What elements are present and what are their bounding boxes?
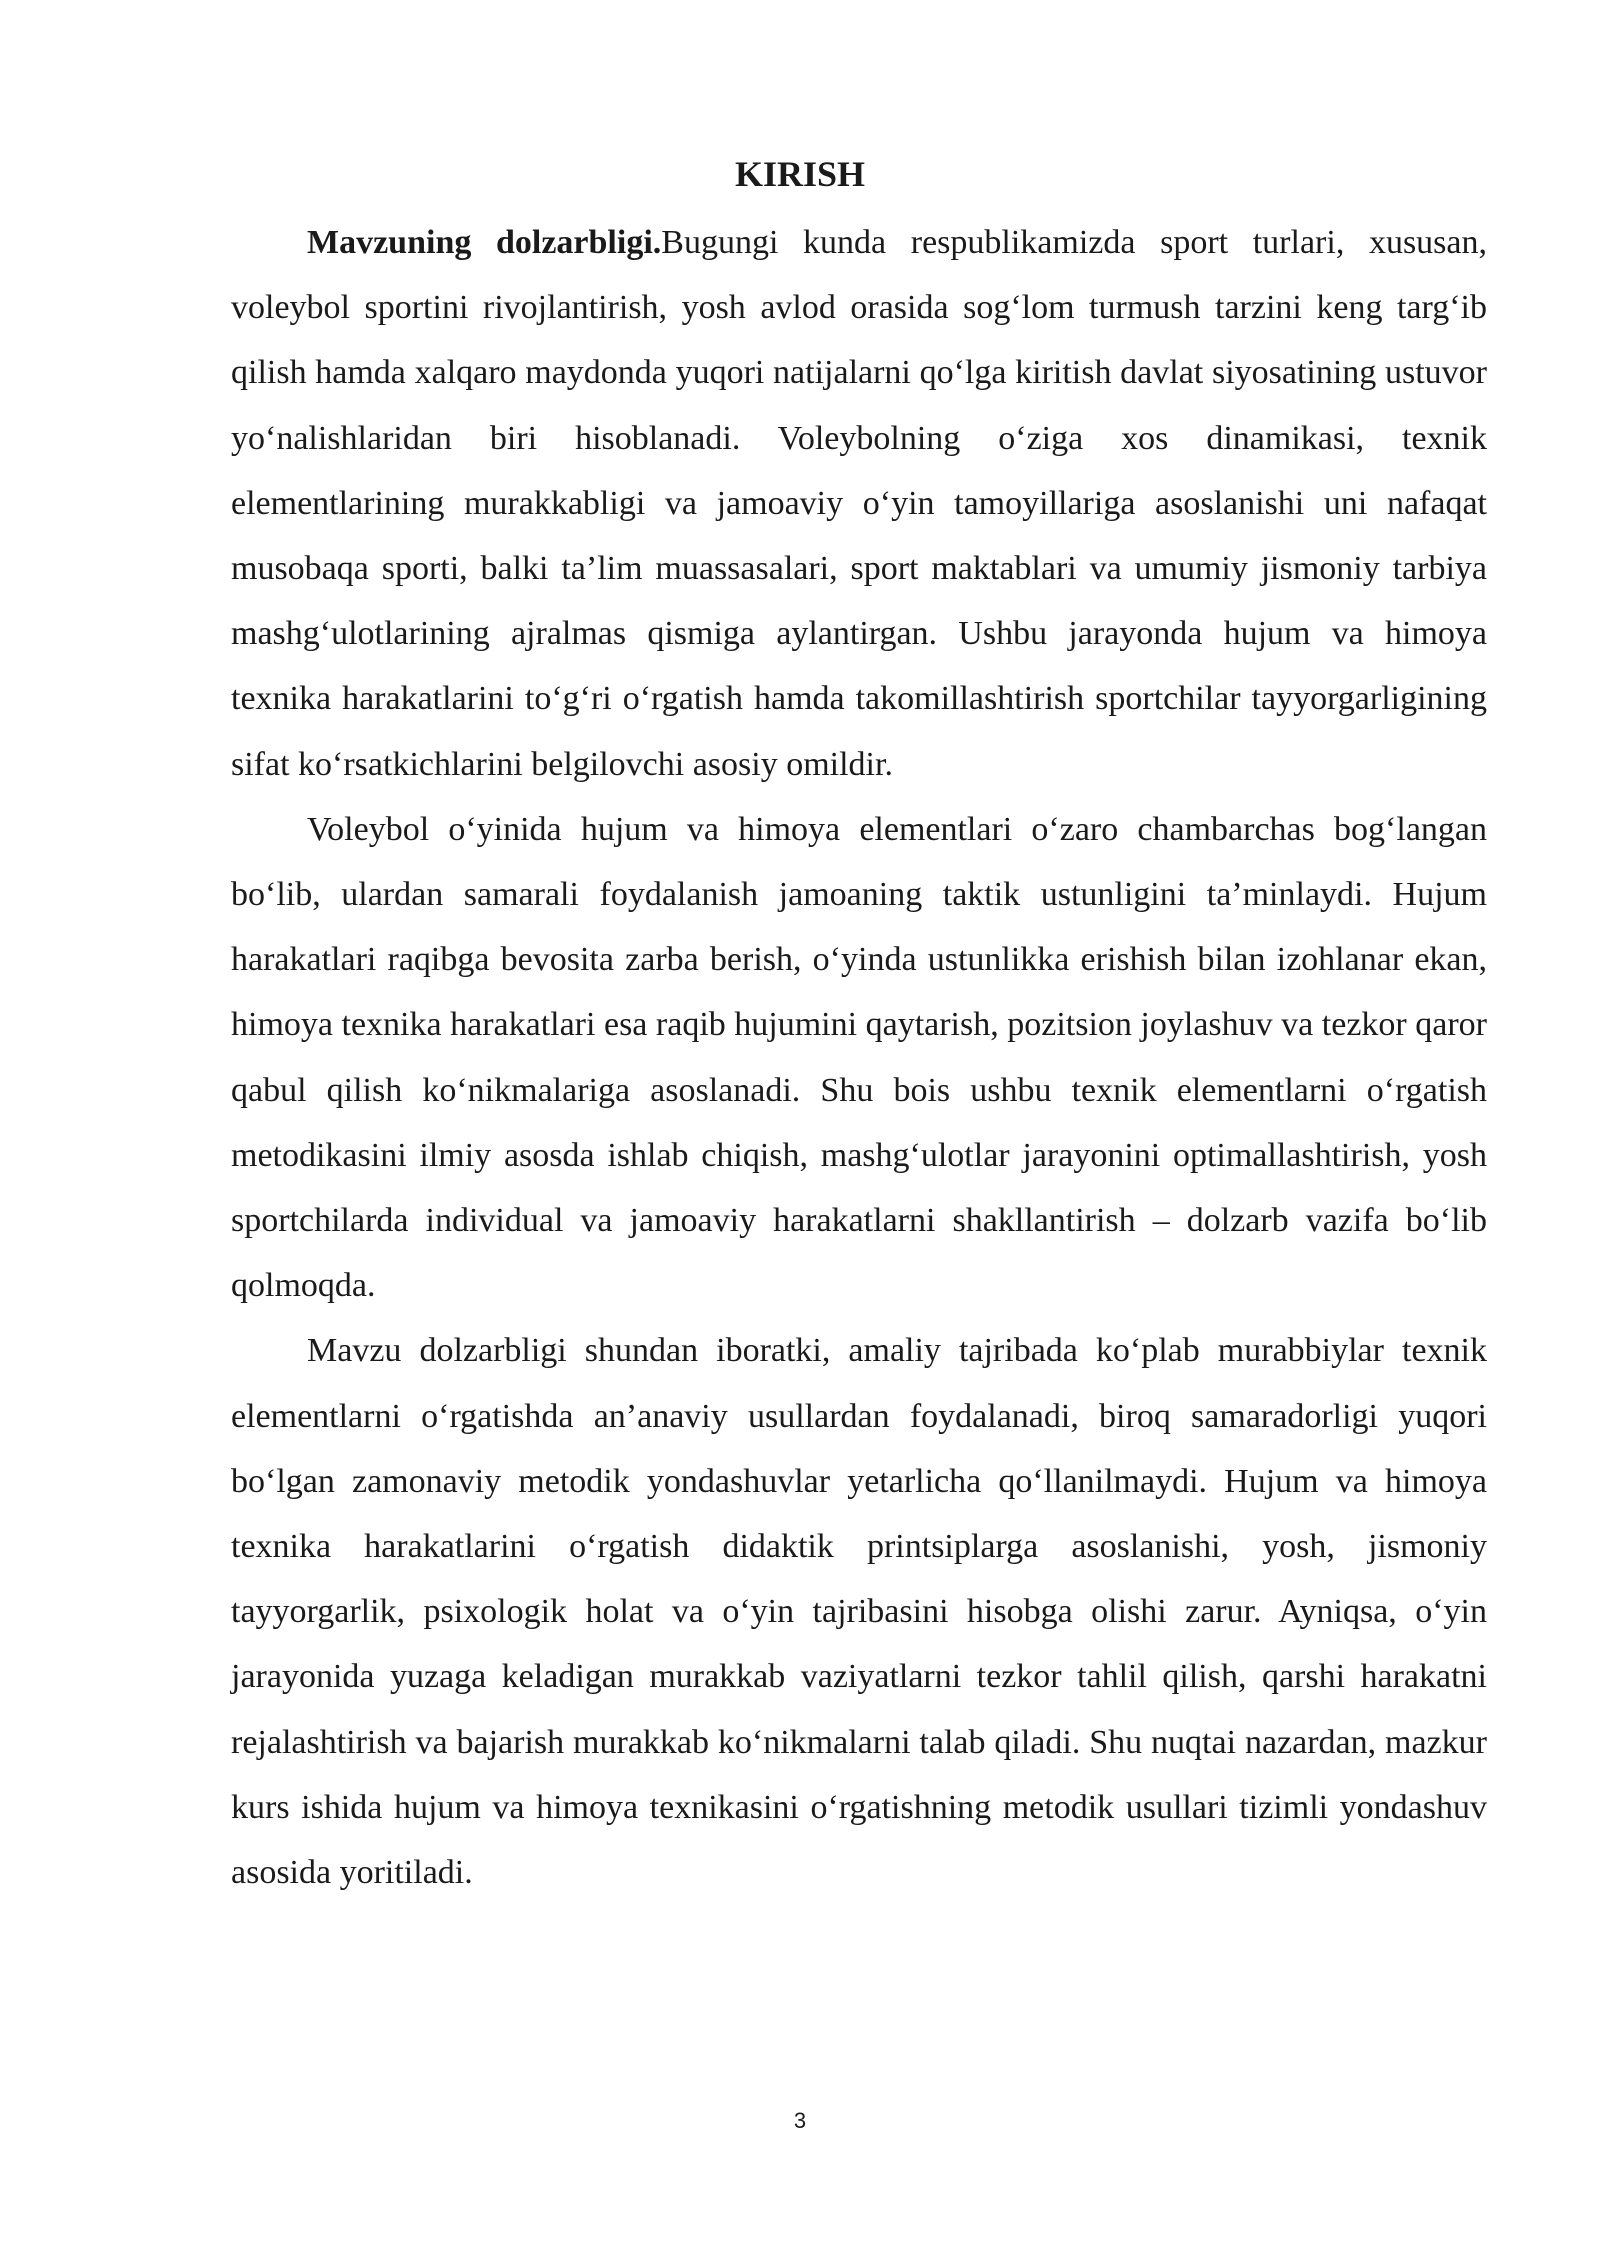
paragraph-topic-relevance: Mavzu dolzarbligi shundan iboratki, amaliy tajribada ko‘plab murabbiylar texnik elementlarni o‘rgatishda an’anaviy usullardan foydalanadi, biroq samaradorligi yuqori bo‘lgan zamonaviy metodik yondashuvlar yetarlicha qo‘llanilmaydi. Hujum va himoya texnika harakatlarini o‘rgatish didaktik printsiplarga asoslanishi, yosh, jismoniy tayyorgarlik, psixologik holat va o‘yin tajribasini hisobga olishi zarur. Ayniqsa, o‘yin jarayonida yuzaga keladigan murakkab vaziyatlarni tezkor tahlil qilish, qarshi harakatni rejalashtirish va bajarish murakkab ko‘nikmalarni talab qiladi. Shu nuqtai nazardan, mazkur kurs ishida hujum va himoya texnikasini o‘rgatishning metodik usullari tizimli yondashuv asosida yoritiladi. (231, 1332, 1487, 1892)
paragraph-attack-defense: Voleybol o‘yinida hujum va himoya elementlari o‘zaro chambarchas bog‘langan bo‘lib, ulardan samarali foydalanish jamoaning taktik ustunligini ta’minlaydi. Hujum harakatlari raqibga bevosita zarba berish, o‘yinda ustunlikka erishish bilan izohlanar ekan, himoya texnika harakatlari esa raqib hujumini qaytarish, pozitsion joylashuv va tezkor qaror qabul qilish ko‘nikmalariga asoslanadi. Shu bois ushbu texnik elementlarni o‘rgatish metodikasini ilmiy asosda ishlab chiqish, mashg‘ulotlar jarayonini optimallashtirish, yosh sportchilarda individual va jamoaviy harakatlarni shakllantirish – dolzarb vazifa bo‘lib qolmoqda. (231, 810, 1487, 1305)
page-number: 3 (793, 2108, 807, 2133)
paragraph-text: Bugungi kunda respublikamizda sport turlari, xususan, voleybol sportini rivojlantirish, yosh avlod orasida sog‘lom turmush tarzini keng targ‘ib qilish hamda xalqaro maydonda yuqori natijalarni qo‘lga kiritish davlat siyosatining ustuvor yo‘nalishlaridan biri hisoblanadi. Voleybolning o‘ziga xos dinamikasi, texnik elementlarining murakkabligi va jamoaviy o‘yin tamoyillariga asoslanishi uni nafaqat musobaqa sporti, balki ta’lim muassasalari, sport maktablari va umumiy jismoniy tarbiya mashg‘ulotlarining ajralmas qismiga aylantirgan. Ushbu jarayonda hujum va himoya texnika harakatlarini to‘g‘ri o‘rgatish hamda takomillashtirish sportchilar tayyorgarligining sifat ko‘rsatkichlarini belgilovchi asosiy omildir. (231, 224, 1488, 783)
document-body (231, 210, 1487, 1905)
page-title: KIRISH (734, 154, 866, 194)
paragraph-lead-heading: Mavzuning dolzarbligi. (307, 224, 662, 261)
paragraph-relevance (231, 210, 1487, 797)
